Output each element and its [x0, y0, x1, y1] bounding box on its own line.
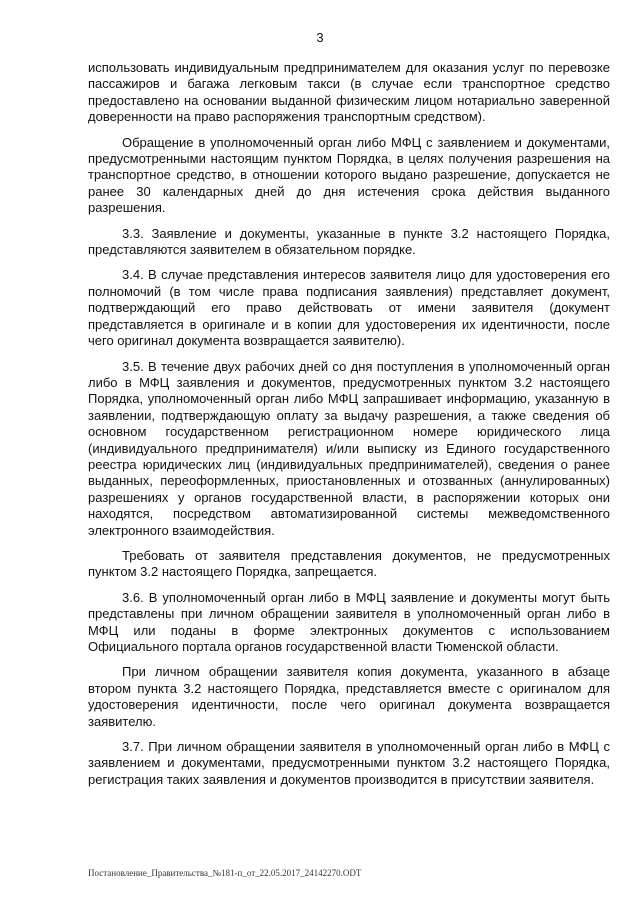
- paragraph-3-7: 3.7. При личном обращении заявителя в уполномоченный орган либо в МФЦ с заявлением и документами, предусмотренными пунктом 3.2 настоящего Порядка, регистрация таких заявления и документов производится в присутствии заявителя.: [88, 739, 610, 787]
- paragraph-continuation: использовать индивидуальным предпринимателем для оказания услуг по перевозке пассажиров и багажа легковым такси (в случае если транспортное средство предоставлено на основании выданной физическим лицом нотариально заверенной доверенности на право распоряжения транспортным средством).: [88, 60, 610, 125]
- paragraph-prohibition: Требовать от заявителя представления документов, не предусмотренных пунктом 3.2 настоящего Порядка, запрещается.: [88, 547, 610, 580]
- paragraph-application-timing: Обращение в уполномоченный орган либо МФЦ с заявлением и документами, предусмотренными настоящим пунктом Порядка, в целях получения разрешения на транспортное средство, в отношении которого выдано разрешение, допускается не ранее 30 календарных дней до дня истечения срока действия выданного разрешения.: [88, 134, 610, 216]
- document-footer: Постановление_Правительства_№181-п_от_22.05.2017_24142270.ODT: [88, 868, 362, 878]
- paragraph-3-3: 3.3. Заявление и документы, указанные в пункте 3.2 настоящего Порядка, представляются заявителем в обязательном порядке.: [88, 225, 610, 258]
- page-number: 3: [316, 30, 324, 45]
- paragraph-personal-visit: При личном обращении заявителя копия документа, указанного в абзаце втором пункта 3.2 настоящего Порядка, представляется вместе с оригиналом для удостоверения идентичности, после чего оригинал документа возвращается заявителю.: [88, 664, 610, 729]
- document-body: [88, 60, 610, 797]
- paragraph-3-4: 3.4. В случае представления интересов заявителя лицо для удостоверения его полномочий (в том числе права подписания заявления) представляет документ, подтверждающий его право действовать от имени заявителя (документ представляется в оригинале и в копии для удостоверения их идентичности, после чего оригинал документа возвращается заявителю).: [88, 267, 610, 349]
- paragraph-3-5: 3.5. В течение двух рабочих дней со дня поступления в уполномоченный орган либо в МФЦ заявления и документов, предусмотренных пунктом 3.2 настоящего Порядка, уполномоченный орган либо МФЦ запрашивает информацию, указанную в заявлении, подтверждающую оплату за выдачу разрешения, а также сведения об основном государственном регистрационном номере юридического лица (индивидуального предпринимателя) и/или выписку из Единого государственного реестра юридических лиц (индивидуальных предпринимателей), сведения о ранее выданных, переоформленных, приостановленных и отозванных (аннулированных) разрешениях у органов государственной власти, в распоряжении которых они находятся, посредством автоматизированной системы межведомственного электронного взаимодействия.: [88, 358, 610, 538]
- paragraph-3-6: 3.6. В уполномоченный орган либо в МФЦ заявление и документы могут быть представлены при личном обращении заявителя в уполномоченный орган либо в МФЦ или поданы в форме электронных документов с использованием Официального портала органов государственной власти Тюменской области.: [88, 589, 610, 654]
